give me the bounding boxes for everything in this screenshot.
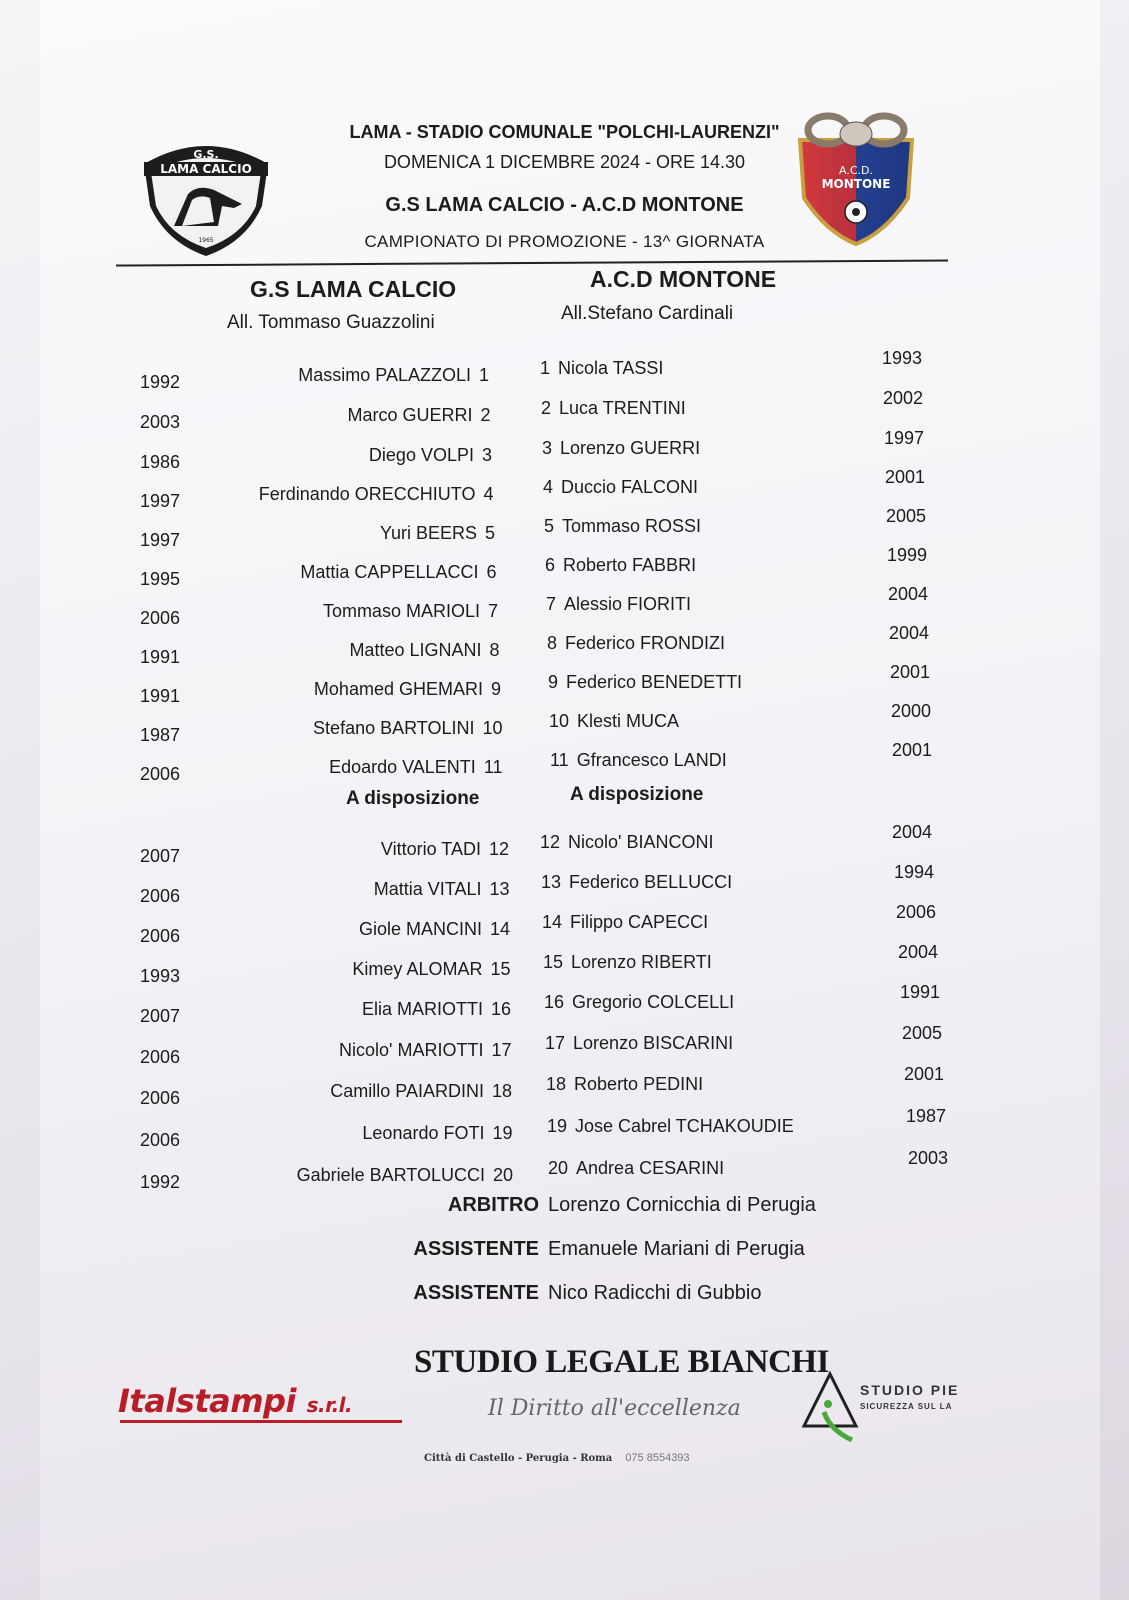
roster-row bbox=[0, 902, 1129, 946]
svg-text:G.S.: G.S. bbox=[193, 148, 219, 161]
home-player-number: 9 bbox=[490, 679, 501, 699]
away-player-year: 1993 bbox=[882, 348, 923, 368]
home-player bbox=[300, 562, 496, 583]
away-player-name: Jose Cabrel TCHAKOUDIE bbox=[575, 1116, 794, 1136]
away-player-name: Filippo CAPECCI bbox=[570, 912, 709, 932]
svg-text:A.C.D.: A.C.D. bbox=[839, 164, 873, 177]
away-player-number: 1 bbox=[540, 358, 551, 378]
away-player-name: Federico BELLUCCI bbox=[569, 872, 733, 892]
away-player bbox=[544, 992, 734, 1013]
home-player-name: Elia MARIOTTI bbox=[361, 999, 483, 1019]
away-player-number: 14 bbox=[542, 912, 563, 932]
home-player-name: Marco GUERRI bbox=[347, 405, 473, 425]
away-player-name: Duccio FALCONI bbox=[561, 477, 699, 497]
away-player-name: Nicolo' BIANCONI bbox=[568, 832, 714, 852]
home-player-name: Gabriele BARTOLUCCI bbox=[296, 1165, 485, 1185]
roster-row bbox=[0, 348, 1129, 392]
svg-text:MONTONE: MONTONE bbox=[821, 177, 891, 191]
sponsor-contact bbox=[414, 1452, 690, 1464]
home-player bbox=[330, 1081, 512, 1102]
home-player-year: 2006 bbox=[140, 764, 181, 784]
away-player-year: 1994 bbox=[894, 862, 935, 882]
home-player-number: 14 bbox=[489, 919, 510, 939]
away-player-name: Gregorio COLCELLI bbox=[572, 992, 735, 1012]
roster-row bbox=[0, 740, 1129, 784]
home-player-name: Nicolo' MARIOTTI bbox=[339, 1040, 484, 1060]
roster-row bbox=[0, 1064, 1129, 1108]
home-player-number: 13 bbox=[489, 879, 510, 899]
home-player-number: 10 bbox=[482, 718, 503, 738]
away-player-year: 1999 bbox=[887, 545, 928, 565]
official-role: ARBITRO bbox=[447, 1194, 539, 1216]
contact-cities: Città di Castello - Perugia - Roma bbox=[424, 1453, 613, 1464]
home-player bbox=[339, 1040, 511, 1061]
away-player-number: 3 bbox=[542, 438, 553, 458]
home-player bbox=[259, 484, 494, 505]
away-player-name: Alessio FIORITI bbox=[564, 594, 692, 614]
away-player-number: 4 bbox=[543, 477, 554, 497]
home-player-year: 1987 bbox=[140, 725, 181, 745]
home-player-year: 1992 bbox=[140, 1172, 181, 1192]
svg-text:1965: 1965 bbox=[198, 237, 214, 244]
home-player-number: 20 bbox=[492, 1165, 513, 1185]
home-player-number: 4 bbox=[483, 484, 494, 504]
roster-row bbox=[0, 1106, 1129, 1150]
roster-row bbox=[0, 982, 1129, 1026]
home-player-number: 19 bbox=[492, 1123, 513, 1143]
away-player bbox=[546, 594, 691, 615]
away-player-number: 11 bbox=[550, 750, 569, 770]
away-player-number: 5 bbox=[544, 516, 555, 536]
home-player-number: 11 bbox=[483, 757, 503, 777]
venue-line: LAMA - STADIO COMUNALE "POLCHI-LAURENZI" bbox=[349, 122, 780, 142]
away-player-year: 2004 bbox=[898, 942, 939, 962]
home-bench-label: A disposizione bbox=[346, 788, 480, 809]
home-player-year: 2006 bbox=[140, 1130, 181, 1150]
studio-pie-title: STUDIO PIE bbox=[860, 1382, 960, 1398]
home-team-title: G.S LAMA CALCIO bbox=[250, 276, 457, 302]
home-player-year: 1991 bbox=[140, 686, 181, 706]
home-player bbox=[352, 959, 510, 980]
away-player bbox=[542, 912, 708, 933]
away-player-year: 2001 bbox=[890, 662, 931, 682]
home-player bbox=[314, 679, 501, 700]
away-player-year: 1987 bbox=[906, 1106, 947, 1126]
home-player-number: 2 bbox=[480, 405, 491, 425]
away-player-name: Andrea CESARINI bbox=[576, 1158, 725, 1178]
away-player-number: 18 bbox=[546, 1074, 567, 1094]
home-player-name: Matteo LIGNANI bbox=[349, 640, 482, 660]
home-player-name: Ferdinando ORECCHIUTO bbox=[258, 484, 476, 504]
home-player-year: 2003 bbox=[140, 412, 181, 432]
home-player-name: Leonardo FOTI bbox=[362, 1123, 485, 1143]
away-team-title: A.C.D MONTONE bbox=[590, 266, 777, 292]
away-player-name: Lorenzo BISCARINI bbox=[573, 1033, 734, 1053]
home-player bbox=[359, 919, 510, 940]
away-player-name: Gfrancesco LANDI bbox=[576, 750, 727, 770]
away-player-name: Lorenzo RIBERTI bbox=[571, 952, 712, 972]
home-player-number: 3 bbox=[481, 445, 492, 465]
home-player-name: Diego VOLPI bbox=[368, 445, 474, 465]
away-player-number: 16 bbox=[544, 992, 565, 1012]
away-player bbox=[543, 477, 698, 498]
home-player-year: 1992 bbox=[140, 372, 181, 392]
home-player-year: 2007 bbox=[140, 1006, 181, 1026]
roster-row bbox=[0, 862, 1129, 906]
away-player-year: 2005 bbox=[886, 506, 927, 526]
away-player bbox=[542, 438, 700, 459]
home-coach: All. Tommaso Guazzolini bbox=[227, 312, 435, 333]
away-player bbox=[548, 1158, 724, 1179]
match-title: G.S LAMA CALCIO - A.C.D MONTONE bbox=[385, 194, 744, 216]
away-player bbox=[540, 358, 663, 379]
away-player bbox=[541, 398, 686, 419]
home-player-year: 1993 bbox=[140, 966, 181, 986]
away-player-number: 17 bbox=[545, 1033, 566, 1053]
roster-row bbox=[0, 701, 1129, 745]
official-name: Nico Radicchi di Gubbio bbox=[548, 1282, 762, 1304]
home-player-name: Mohamed GHEMARI bbox=[313, 679, 483, 699]
away-player bbox=[547, 1116, 794, 1137]
home-player-year: 2006 bbox=[140, 608, 181, 628]
away-player bbox=[550, 750, 727, 771]
official-role: ASSISTENTE bbox=[413, 1282, 539, 1304]
home-player bbox=[297, 1165, 513, 1186]
away-player-year: 2004 bbox=[888, 584, 929, 604]
home-player-name: Mattia VITALI bbox=[373, 879, 482, 899]
away-player-number: 19 bbox=[547, 1116, 568, 1136]
official-role: ASSISTENTE bbox=[413, 1238, 539, 1260]
acd-montone-logo bbox=[786, 108, 926, 248]
home-player-year: 1986 bbox=[140, 452, 181, 472]
away-coach: All.Stefano Cardinali bbox=[561, 303, 734, 324]
away-player bbox=[549, 711, 679, 732]
roster-row bbox=[0, 506, 1129, 550]
away-player-number: 12 bbox=[540, 832, 561, 852]
italstampi-suffix: s.r.l. bbox=[306, 1393, 353, 1417]
away-player-year: 2006 bbox=[896, 902, 937, 922]
away-player-year: 2000 bbox=[891, 701, 932, 721]
away-player-name: Roberto PEDINI bbox=[574, 1074, 704, 1094]
away-player-number: 13 bbox=[541, 872, 562, 892]
roster-row bbox=[0, 545, 1129, 589]
home-player-number: 16 bbox=[490, 999, 511, 1019]
away-player bbox=[544, 516, 701, 537]
away-player bbox=[546, 1074, 703, 1095]
away-player-number: 2 bbox=[541, 398, 552, 418]
home-player bbox=[349, 640, 499, 661]
away-player-number: 15 bbox=[543, 952, 564, 972]
away-player bbox=[545, 555, 696, 576]
home-player bbox=[380, 523, 495, 544]
roster-row bbox=[0, 623, 1129, 667]
studio-pie-logo-icon bbox=[800, 1370, 860, 1450]
datetime-line: DOMENICA 1 DICEMBRE 2024 - ORE 14.30 bbox=[383, 152, 746, 172]
away-player bbox=[545, 1033, 733, 1054]
away-player bbox=[540, 832, 714, 853]
home-player-year: 2006 bbox=[140, 1047, 181, 1067]
home-player bbox=[369, 445, 492, 466]
studio-pie-subtitle: SICUREZZA SUL LA bbox=[860, 1402, 953, 1411]
away-player-name: Roberto FABBRI bbox=[563, 555, 697, 575]
home-player-number: 7 bbox=[487, 601, 498, 621]
away-player-number: 6 bbox=[545, 555, 556, 575]
away-player-number: 10 bbox=[549, 711, 570, 731]
home-player-year: 2007 bbox=[140, 846, 181, 866]
official-name: Emanuele Mariani di Perugia bbox=[548, 1238, 805, 1260]
away-player-number: 7 bbox=[546, 594, 557, 614]
away-player-name: Federico FRONDIZI bbox=[565, 633, 726, 653]
away-player-number: 9 bbox=[548, 672, 559, 692]
italstampi-name: Italstampi bbox=[118, 1382, 296, 1420]
roster-row bbox=[0, 822, 1129, 866]
away-player-year: 1997 bbox=[884, 428, 925, 448]
away-player-number: 20 bbox=[548, 1158, 569, 1178]
away-player-year: 2001 bbox=[904, 1064, 945, 1084]
away-player-name: Klesti MUCA bbox=[577, 711, 680, 731]
away-bench-label: A disposizione bbox=[570, 784, 704, 805]
away-player-year: 2001 bbox=[885, 467, 926, 487]
home-player-year: 1997 bbox=[140, 530, 181, 550]
italstampi-underline bbox=[120, 1420, 402, 1423]
home-player-name: Camillo PAIARDINI bbox=[330, 1081, 484, 1101]
home-player-year: 1991 bbox=[140, 647, 181, 667]
home-player-name: Stefano BARTOLINI bbox=[313, 718, 475, 738]
contact-phone: 075 8554393 bbox=[625, 1452, 690, 1464]
home-player-name: Massimo PALAZZOLI bbox=[298, 365, 471, 385]
away-player-year: 2004 bbox=[889, 623, 930, 643]
home-player-name: Mattia CAPPELLACCI bbox=[300, 562, 479, 582]
roster-row bbox=[0, 388, 1129, 432]
roster-row bbox=[0, 662, 1129, 706]
away-player-name: Nicola TASSI bbox=[558, 358, 664, 378]
home-player bbox=[323, 601, 498, 622]
lama-calcio-logo bbox=[138, 134, 274, 258]
competition-line: CAMPIONATO DI PROMOZIONE - 13^ GIORNATA bbox=[364, 232, 765, 251]
home-player-number: 8 bbox=[489, 640, 500, 660]
away-player-number: 8 bbox=[547, 633, 558, 653]
home-player-year: 2006 bbox=[140, 1088, 181, 1108]
roster-row bbox=[0, 428, 1129, 472]
sponsor-italstampi bbox=[118, 1382, 352, 1420]
home-player-name: Giole MANCINI bbox=[358, 919, 482, 939]
home-player-name: Vittorio TADI bbox=[380, 839, 481, 859]
roster-row bbox=[0, 1023, 1129, 1067]
home-player bbox=[298, 365, 489, 386]
home-player-number: 18 bbox=[491, 1081, 512, 1101]
away-player-year: 2002 bbox=[883, 388, 924, 408]
home-player-number: 17 bbox=[491, 1040, 512, 1060]
away-player bbox=[543, 952, 712, 973]
away-player-year: 1991 bbox=[900, 982, 941, 1002]
home-player bbox=[329, 757, 502, 778]
home-player-number: 5 bbox=[484, 523, 495, 543]
official-name: Lorenzo Cornicchia di Perugia bbox=[548, 1194, 816, 1216]
svg-text:LAMA CALCIO: LAMA CALCIO bbox=[160, 162, 252, 176]
away-player-name: Lorenzo GUERRI bbox=[560, 438, 701, 458]
sponsor-bianchi-motto: Il Diritto all'eccellenza bbox=[488, 1396, 741, 1421]
home-player bbox=[362, 1123, 512, 1144]
home-player bbox=[313, 718, 502, 739]
home-player-number: 12 bbox=[488, 839, 509, 859]
home-player bbox=[347, 405, 490, 426]
home-player bbox=[374, 879, 510, 900]
away-player-year: 2005 bbox=[902, 1023, 943, 1043]
home-player-year: 2006 bbox=[140, 926, 181, 946]
sponsor-studio-pie bbox=[800, 1370, 990, 1450]
home-player-name: Tommaso MARIOLI bbox=[322, 601, 480, 621]
away-player-name: Federico BENEDETTI bbox=[566, 672, 743, 692]
away-player-name: Luca TRENTINI bbox=[559, 398, 686, 418]
sponsor-studio-legale-bianchi: STUDIO LEGALE BIANCHI bbox=[414, 1344, 829, 1380]
home-player-name: Edoardo VALENTI bbox=[329, 757, 476, 777]
home-player-name: Yuri BEERS bbox=[379, 523, 477, 543]
home-player bbox=[362, 999, 511, 1020]
home-player-year: 1995 bbox=[140, 569, 181, 589]
away-player bbox=[548, 672, 742, 693]
roster-row bbox=[0, 584, 1129, 628]
roster-row bbox=[0, 942, 1129, 986]
home-player-number: 6 bbox=[486, 562, 497, 582]
home-player-name: Kimey ALOMAR bbox=[352, 959, 483, 979]
away-player-name: Tommaso ROSSI bbox=[562, 516, 702, 536]
away-player bbox=[547, 633, 725, 654]
roster-row bbox=[0, 467, 1129, 511]
home-player-year: 1997 bbox=[140, 491, 181, 511]
home-player-number: 15 bbox=[490, 959, 511, 979]
home-player-year: 2006 bbox=[140, 886, 181, 906]
away-player-year: 2001 bbox=[892, 740, 933, 760]
home-player bbox=[381, 839, 509, 860]
home-player-number: 1 bbox=[478, 365, 489, 385]
roster-row bbox=[0, 1148, 1129, 1192]
away-player-year: 2003 bbox=[908, 1148, 949, 1168]
away-player-year: 2004 bbox=[892, 822, 933, 842]
away-player bbox=[541, 872, 732, 893]
